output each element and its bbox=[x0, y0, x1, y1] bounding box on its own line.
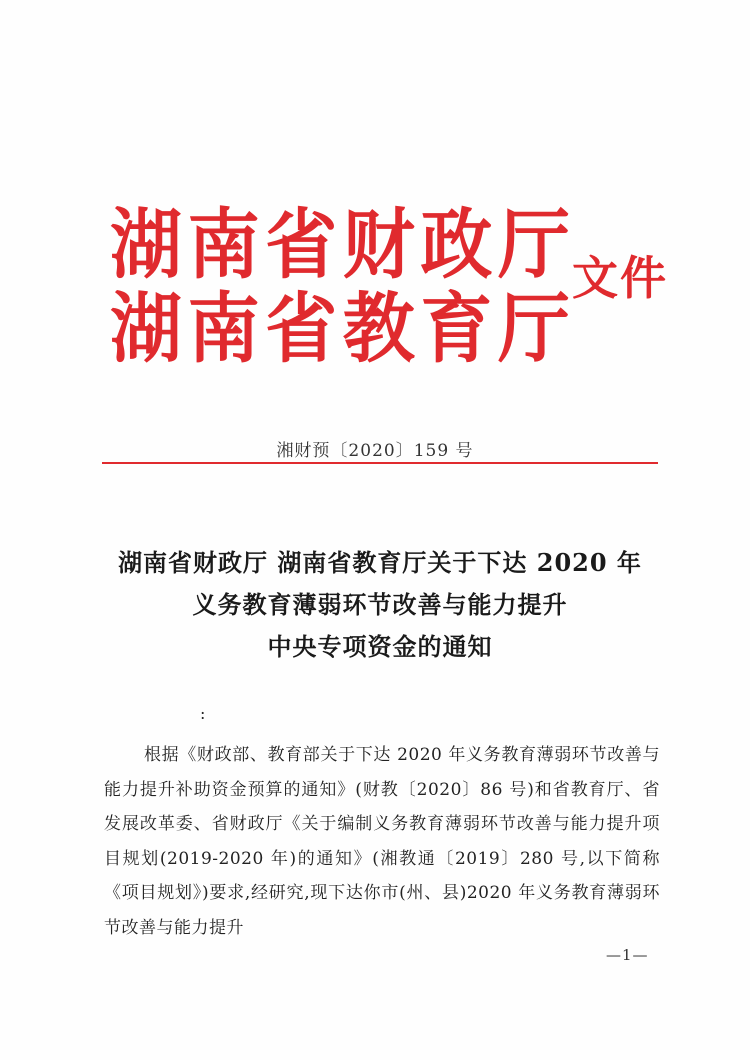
title-line: 中央专项资金的通知 bbox=[267, 632, 493, 661]
agency-name-finance bbox=[110, 199, 570, 289]
red-divider-line bbox=[102, 462, 658, 464]
document-number: 湘财预〔2020〕159 号 bbox=[276, 441, 474, 461]
agency-char: 湖 bbox=[110, 199, 183, 289]
title-line: 湖南省财政厅 湖南省教育厅关于下达 2020 年 bbox=[118, 548, 642, 577]
agency-char: 省 bbox=[265, 199, 338, 289]
agency-char: 育 bbox=[420, 283, 493, 373]
agency-char: 教 bbox=[342, 283, 415, 373]
agency-char: 湖 bbox=[110, 283, 183, 373]
document-header bbox=[110, 198, 670, 378]
agency-char: 省 bbox=[265, 283, 338, 373]
body-paragraph: 根据《财政部、教育部关于下达 2020 年义务教育薄弱环节改善与能力提升补助资金预算的通知》(财教〔2020〕86 号)和省教育厅、省发展改革委、省财政厅《关于编制义务教育薄弱环节改善与能力提升项目规划(2019-2020 年)的通知》(湘教通〔2019〕280 号,以下简称《项目规划》)要求,经研究,现下达你市(州、县)2020 年义务教育薄弱环节改善与能力提升 bbox=[104, 745, 660, 938]
agency-char: 厅 bbox=[497, 283, 570, 373]
agency-char: 南 bbox=[187, 283, 260, 373]
agency-char: 厅 bbox=[497, 199, 570, 289]
agency-name-education bbox=[110, 283, 570, 373]
addressee: : bbox=[200, 704, 206, 723]
agency-char: 南 bbox=[187, 199, 260, 289]
document-type-label: 文件 bbox=[572, 251, 668, 305]
page-number: —1— bbox=[606, 946, 649, 964]
agency-char: 政 bbox=[420, 199, 493, 289]
document-title bbox=[95, 542, 665, 668]
document-body bbox=[104, 738, 660, 945]
agency-char: 财 bbox=[342, 199, 415, 289]
title-line: 义务教育薄弱环节改善与能力提升 bbox=[192, 590, 568, 619]
